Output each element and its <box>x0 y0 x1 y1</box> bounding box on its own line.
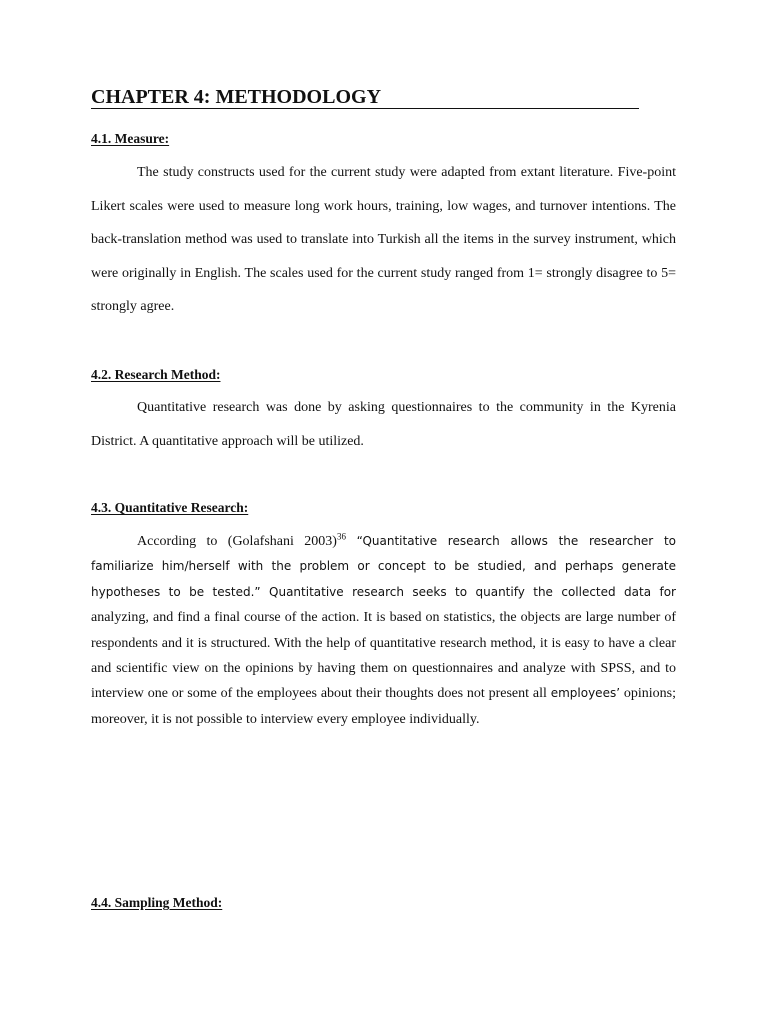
paragraph-quantitative-research <box>91 529 676 732</box>
paragraph-ending: opinions; moreover, it is not possible to interview every employee individually. <box>91 686 676 727</box>
section-heading-research-method: 4.2. Research Method: <box>91 367 221 382</box>
section-heading-measure: 4.1. Measure: <box>91 131 170 146</box>
citation-text: According to (Golafshani 2003) <box>137 534 337 549</box>
section-heading-quantitative-research: 4.3. Quantitative Research: <box>91 500 249 515</box>
paragraph-research-method: Quantitative research was done by asking questionnaires to the community in the Kyrenia District. A quantitative approach will be utilized. <box>91 400 676 449</box>
section-heading-sampling-method: 4.4. Sampling Method: <box>91 895 223 910</box>
employees-word: employees’ <box>550 686 621 701</box>
paragraph-body: analyzing, and find a final course of the action. It is based on statistics, the objects are large number of respondents and it is structured. With the help of quantitative research method, it is easy to have a clear and scientific view on the opinions by having them on questionnaires and analyze with SPSS, and to interview one or some of the employees about their thoughts does not present all <box>91 610 676 702</box>
paragraph-measure: The study constructs used for the current study were adapted from extant literature. Five-point Likert scales were used to measure long work hours, training, low wages, and turnover intentions. The back-translation method was used to translate into Turkish all the items in the survey instrument, which were originally in English. The scales used for the current study ranged from 1= strongly disagree to 5= strongly agree. <box>91 165 676 315</box>
footnote-reference: 36 <box>336 531 346 542</box>
quoted-definition: “Quantitative research allows the researcher to familiarize him/herself with the problem or concept to be studied, and perhaps generate hypotheses to be tested.” Quantitative research seeks to quantify the collected data for <box>91 534 677 599</box>
chapter-title: CHAPTER 4: METHODOLOGY <box>91 86 639 109</box>
